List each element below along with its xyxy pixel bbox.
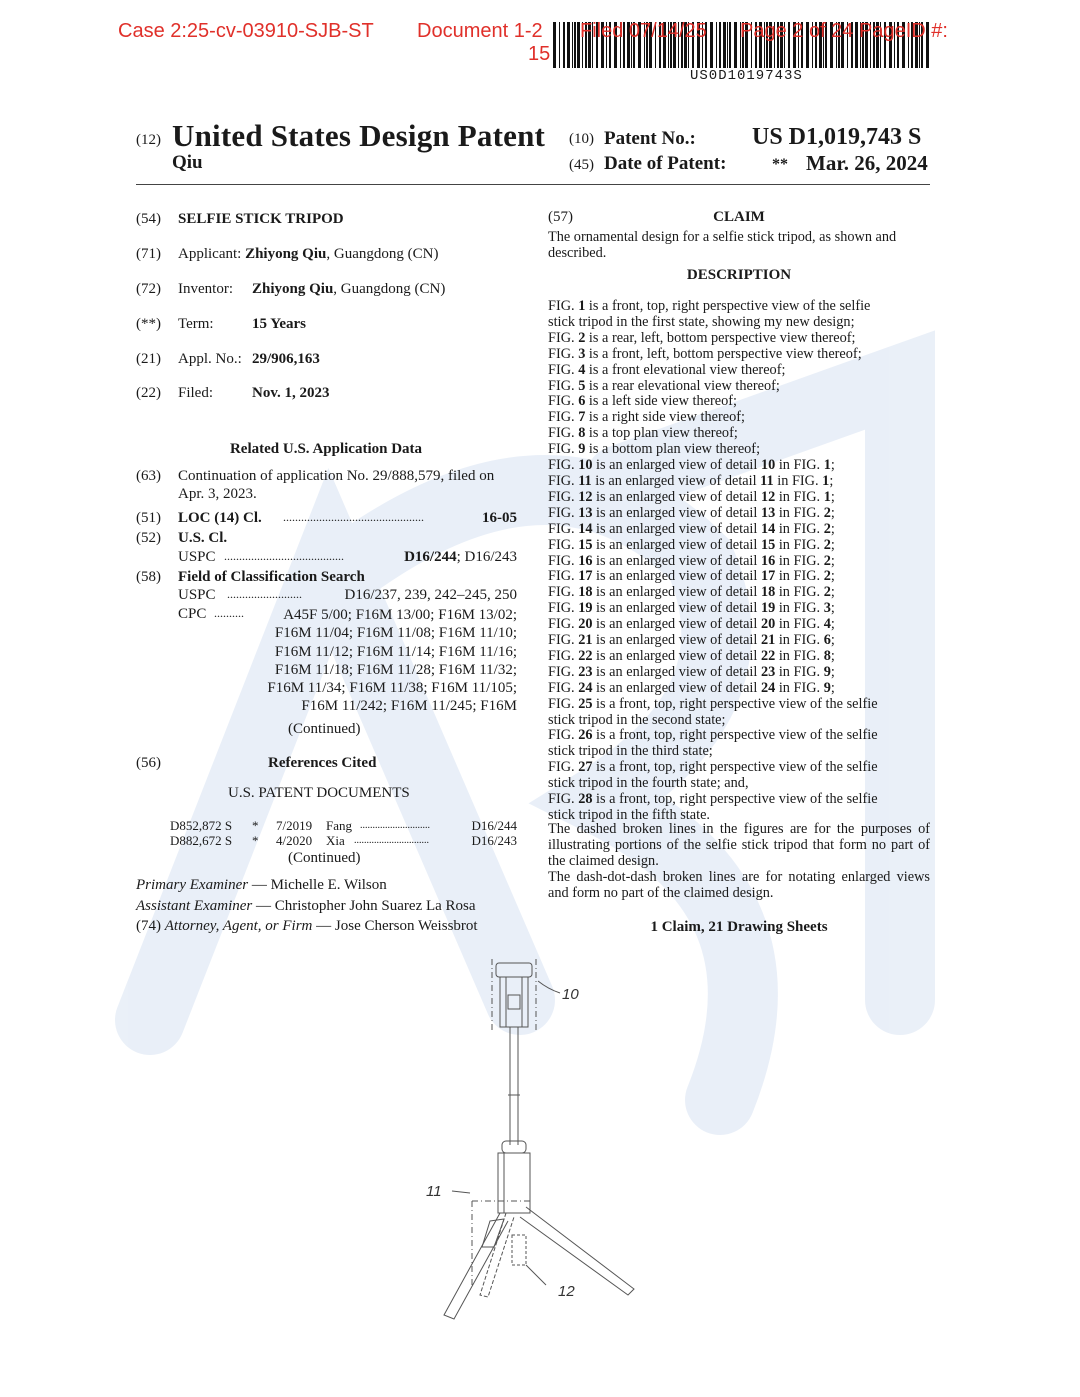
field-52: (52) U.S. Cl. USPC ........................................ D16/244; D16/243 xyxy=(136,530,517,565)
figure-description-line: FIG. 4 is a front elevational view thereof; xyxy=(548,361,786,378)
field-54: (54) SELFIE STICK TRIPOD xyxy=(136,211,344,227)
code-12: (12) xyxy=(136,132,161,148)
figure-description-line: FIG. 11 is an enlarged view of detail 11 in FIG. 1; xyxy=(548,472,834,489)
related-data-heading: Related U.S. Application Data xyxy=(229,441,423,457)
figure-description-line: FIG. 27 is a front, top, right perspective view of the selfie xyxy=(548,759,878,776)
figure-description-line: FIG. 19 is an enlarged view of detail 19 in FIG. 3; xyxy=(548,600,835,617)
patent-date: Mar. 26, 2024 xyxy=(806,151,928,175)
figure-description-line: FIG. 7 is a right side view thereof; xyxy=(548,409,745,426)
date-label: Date of Patent: xyxy=(604,153,727,174)
field-56: (56) References Cited U.S. PATENT DOCUMENTS xyxy=(136,755,410,801)
figure-description-line: FIG. 12 is an enlarged view of detail 12 in FIG. 1; xyxy=(548,488,835,505)
field-51: (51) LOC (14) Cl. ............................................... 16-05 xyxy=(136,510,517,526)
title-value: SELFIE STICK TRIPOD xyxy=(178,211,344,227)
figure-description-line: FIG. 2 is a rear, left, bottom perspective view thereof; xyxy=(548,329,856,346)
figure-description-line: stick tripod in the second state; xyxy=(548,711,726,728)
publication-number: US0D1019743S xyxy=(690,68,803,84)
patent-type-title: United States Design Patent xyxy=(172,118,546,153)
case-number: Case 2:25-cv-03910-SJB-ST xyxy=(118,20,374,42)
figure-description-line: FIG. 22 is an enlarged view of detail 22 in FIG. 8; xyxy=(548,647,835,664)
header-rule xyxy=(136,184,930,185)
figure-description-line: stick tripod in the first state, showing my new design; xyxy=(548,313,855,330)
cpc-list: A45F 5/00; F16M 13/00; F16M 13/02; F16M 11/04; F16M 11/08; F16M 11/10; F16M 11/12; F16M 11/14; F16M 11/16; F16M 11/18; F16M 11/28; F16M 11/32; F16M 11/34; F16M 11/38; F16M 11/105; F16M 11/242; F16M 11/245; F16M xyxy=(267,607,517,715)
figure-description-line: FIG. 3 is a front, left, bottom perspective view thereof; xyxy=(548,345,862,362)
reference-numeral-10: 10 xyxy=(562,986,579,1003)
cpc-continued: (Continued) xyxy=(288,721,361,737)
figure-description-line: FIG. 24 is an enlarged view of detail 24 in FIG. 9; xyxy=(548,679,835,696)
figure-description-line: FIG. 14 is an enlarged view of detail 14 in FIG. 2; xyxy=(548,520,835,537)
date-mark: ** xyxy=(772,156,788,173)
figure-description-line: FIG. 1 is a front, top, right perspective view of the selfie xyxy=(548,298,871,314)
field-22: (22) Filed: Nov. 1, 2023 xyxy=(136,385,330,401)
figure-description-line: FIG. 17 is an enlarged view of detail 17 in FIG. 2; xyxy=(548,568,835,585)
references-continued: (Continued) xyxy=(288,850,361,866)
filed-date: Filed 07/14/25 xyxy=(580,20,707,42)
patent-number: US D1,019,743 S xyxy=(752,124,922,150)
figure-description-line: FIG. 8 is a top plan view thereof; xyxy=(548,425,738,442)
attorney: (74) Attorney, Agent, or Firm — Jose Cherson Weissbrot xyxy=(136,918,478,934)
figure-description-line: FIG. 15 is an enlarged view of detail 15 in FIG. 2; xyxy=(548,536,835,553)
field-72: (72) Inventor: Zhiyong Qiu, Guangdong (CN) xyxy=(136,281,446,297)
document-number: Document 1-2 xyxy=(417,20,543,42)
figure-description-line: stick tripod in the fourth state; and, xyxy=(548,775,749,792)
figure-description-line: FIG. 9 is a bottom plan view thereof; xyxy=(548,441,761,458)
figure-description-line: FIG. 18 is an enlarged view of detail 18 in FIG. 2; xyxy=(548,584,835,601)
figure-descriptions xyxy=(548,299,930,824)
claim-text: The ornamental design for a selfie stick tripod, as shown and described. xyxy=(548,229,897,261)
figure-description-line: stick tripod in the third state; xyxy=(548,743,713,760)
reference-numeral-12: 12 xyxy=(558,1283,575,1300)
field-63: (63) Continuation of application No. 29/888,579, filed on Apr. 3, 2023. xyxy=(136,468,495,502)
figure-description-line: FIG. 20 is an enlarged view of detail 20 in FIG. 4; xyxy=(548,616,835,633)
description-heading: DESCRIPTION xyxy=(686,267,792,283)
field-58: (58) Field of Classification Search USPC ......................... D16/237, 239, 242–245, 250 CPC .......... A45F 5/00; F16M 13/00; F16M 13/02; F16M 11/04; F16M 11/08; F16M 11/10; F16M 11/12; F16M 11/14; F16M 11/16; F16M 11/18; F16M 11/28; F16M 11/32; F16M 11/34; F16M 11/38; F16M 11/105; F16M 11/242; F16M 11/245; F16M (Continued) xyxy=(136,569,517,737)
references-list xyxy=(170,818,517,848)
figure-description-line: FIG. 6 is a left side view thereof; xyxy=(548,393,737,410)
figure-description-line: FIG. 5 is a rear elevational view thereof; xyxy=(548,377,780,394)
figure-description-line: FIG. 13 is an enlarged view of detail 13 in FIG. 2; xyxy=(548,504,835,521)
assistant-examiner: Assistant Examiner — Christopher John Suarez La Rosa xyxy=(136,898,476,914)
code-45: (45) xyxy=(569,157,594,173)
figure-description-line: FIG. 23 is an enlarged view of detail 23 in FIG. 9; xyxy=(548,663,835,680)
patent-no-label: Patent No.: xyxy=(604,128,696,149)
page-id-continued: 15 xyxy=(528,43,551,65)
claims-summary: 1 Claim, 21 Drawing Sheets xyxy=(650,919,828,935)
figure-description-line: FIG. 10 is an enlarged view of detail 10 in FIG. 1; xyxy=(548,457,835,474)
field-term: (**) Term: 15 Years xyxy=(136,316,307,332)
figure-description-line: FIG. 21 is an enlarged view of detail 21 in FIG. 6; xyxy=(548,632,835,649)
code-57: (57) xyxy=(548,209,573,225)
field-71: (71) Applicant: Zhiyong Qiu, Guangdong (CN) xyxy=(136,246,439,262)
page-id: Page 2 of 24 PageID #: xyxy=(740,20,948,42)
code-10: (10) xyxy=(569,131,594,147)
field-21: (21) Appl. No.: 29/906,163 xyxy=(136,351,320,367)
figure-description-line: FIG. 16 is an enlarged view of detail 16 in FIG. 2; xyxy=(548,552,835,569)
primary-examiner: Primary Examiner — Michelle E. Wilson xyxy=(136,877,387,893)
reference-row: D882,672 S * 4/2020 Xia .............................. D16/243 xyxy=(170,833,517,848)
figure-description-line: stick tripod in the fifth state. xyxy=(548,807,710,823)
dashed-lines-note: The dashed broken lines in the figures are for the purposes of illustrating portions of the selfie stick tripod that form no part of the claimed design. xyxy=(548,821,930,869)
dash-dot-note: The dash-dot-dash broken lines are for notating enlarged views and form no part of the claimed design. xyxy=(548,869,930,901)
reference-row: D852,872 S * 7/2019 Fang ............................ D16/244 xyxy=(170,818,517,833)
figure-description-line: FIG. 26 is a front, top, right perspective view of the selfie xyxy=(548,727,878,744)
selfie-stick-tripod-drawing xyxy=(420,955,660,1335)
reference-numeral-11: 11 xyxy=(426,1183,442,1200)
us-patent-documents-heading: U.S. PATENT DOCUMENTS xyxy=(228,785,410,801)
figure-description-line: FIG. 28 is a front, top, right perspective view of the selfie xyxy=(548,791,878,808)
inventor-surname: Qiu xyxy=(172,152,203,173)
claim-heading: CLAIM xyxy=(713,209,765,225)
figure-description-line: FIG. 25 is a front, top, right perspective view of the selfie xyxy=(548,695,878,712)
